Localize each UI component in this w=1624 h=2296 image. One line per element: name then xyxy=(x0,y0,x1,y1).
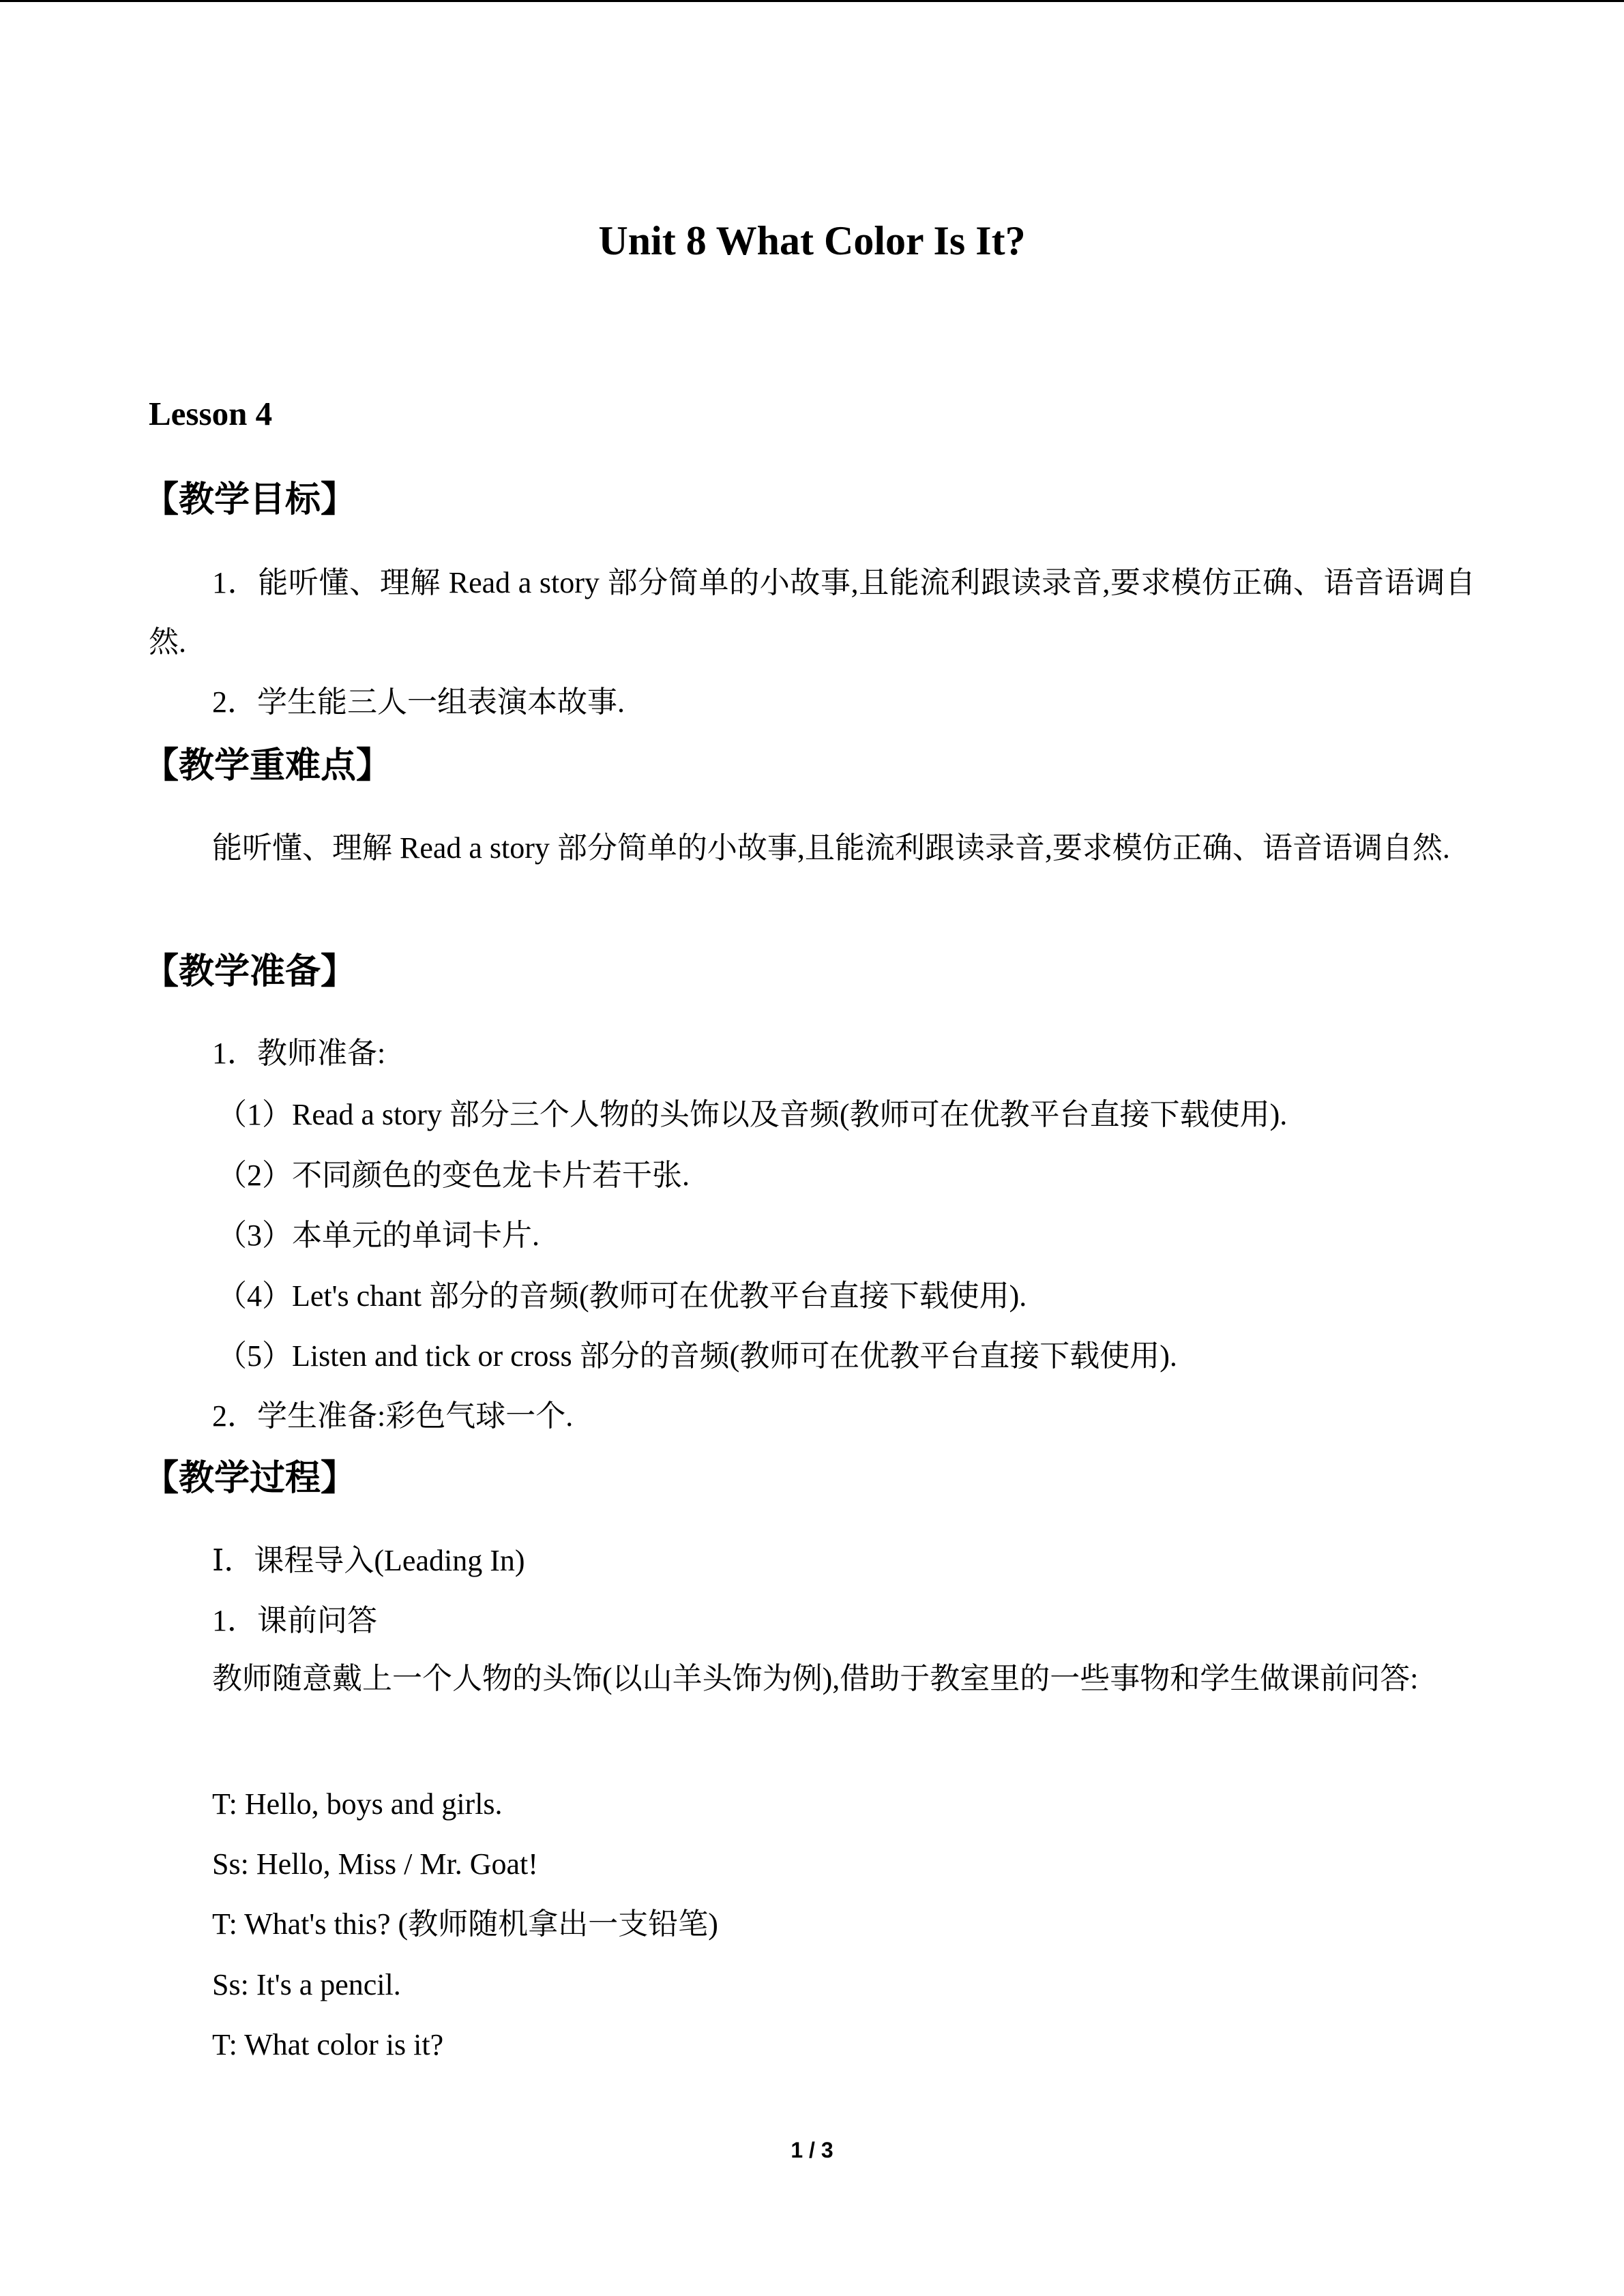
lesson-label: Lesson 4 xyxy=(149,395,273,432)
student-prep: 2．学生准备:彩色气球一个. xyxy=(212,1399,574,1433)
teacher-prep-item-4: （4）Let's chant 部分的音频(教师可在优教平台直接下载使用). xyxy=(217,1279,1027,1313)
heading-process: 【教学过程】 xyxy=(143,1458,357,1499)
heading-preparation: 【教学准备】 xyxy=(143,951,357,992)
teacher-prep-item-3: （3）本单元的单词卡片. xyxy=(217,1219,540,1252)
teacher-prep-item-2: （2）不同颜色的变色龙卡片若干张. xyxy=(217,1159,690,1192)
dialogue-line-5: T: What color is it? xyxy=(212,2028,444,2061)
objective-item-1: 1．能听懂、理解 Read a story 部分简单的小故事,且能流利跟读录音,要求模仿正确、语音语调自然. xyxy=(149,566,1475,659)
dialogue-line-4: Ss: It's a pencil. xyxy=(212,1968,401,2001)
objective-item-2: 2．学生能三人一组表演本故事. xyxy=(212,685,625,719)
process-sub-1: 1．课前问答 xyxy=(212,1604,377,1637)
process-step-1: Ⅰ．课程导入(Leading In) xyxy=(212,1544,525,1577)
teacher-prep-label: 1．教师准备: xyxy=(212,1037,386,1070)
heading-key-points: 【教学重难点】 xyxy=(143,745,392,786)
heading-objectives: 【教学目标】 xyxy=(143,479,357,520)
dialogue-line-1: T: Hello, boys and girls. xyxy=(212,1787,503,1821)
page-title: Unit 8 What Color Is It? xyxy=(598,218,1026,263)
process-intro: 教师随意戴上一个人物的头饰(以山羊头饰为例),借助于教室里的一些事物和学生做课前问答: xyxy=(212,1662,1419,1695)
dialogue-line-3: T: What's this? (教师随机拿出一支铅笔) xyxy=(212,1907,718,1941)
page-number: 1 / 3 xyxy=(791,2138,833,2162)
dialogue-line-2: Ss: Hello, Miss / Mr. Goat! xyxy=(212,1847,538,1881)
teacher-prep-item-1: （1）Read a story 部分三个人物的头饰以及音频(教师可在优教平台直接下载使用). xyxy=(217,1098,1288,1131)
teacher-prep-item-5: （5）Listen and tick or cross 部分的音频(教师可在优教平台直接下载使用). xyxy=(217,1339,1177,1373)
key-points-text: 能听懂、理解 Read a story 部分简单的小故事,且能流利跟读录音,要求模仿正确、语音语调自然. xyxy=(212,831,1450,865)
page-top-border xyxy=(0,0,1624,2)
